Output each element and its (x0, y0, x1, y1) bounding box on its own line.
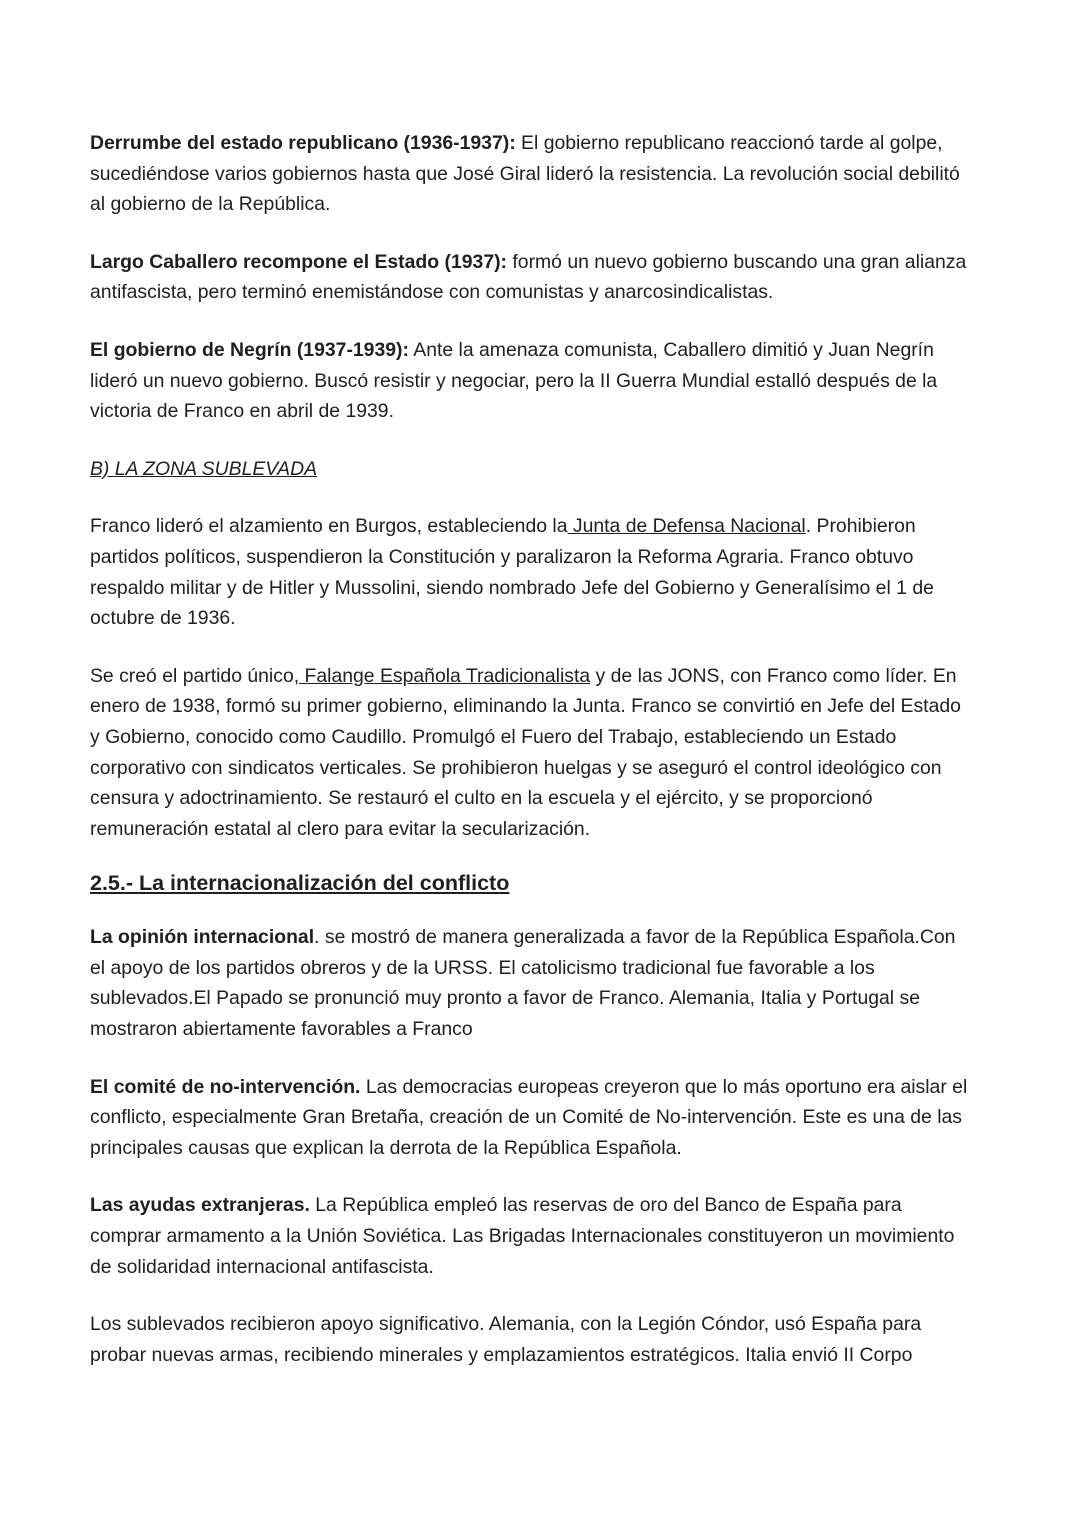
falange-link: Falange Española Tradicionalista (299, 664, 591, 687)
zona-p2-a: Se creó el partido único, (90, 664, 300, 687)
comite-title: El comité de no-intervención. (90, 1075, 361, 1098)
sublevados-text: Los sublevados recibieron apoyo significativo. Alemania, con la Legión Cóndor, usó España para probar nuevas armas, recibiendo minerales y emplazamientos estratégicos. Italia envió II Corpo (90, 1313, 922, 1366)
paragraph-comite (90, 1072, 970, 1164)
negrin-title: El gobierno de Negrín (1937-1939): (90, 338, 409, 361)
paragraph-sublevados (90, 1309, 970, 1370)
paragraph-negrin (90, 335, 970, 427)
zona-p2-b: y de las JONS, con Franco como líder. En enero de 1938, formó su primer gobierno, eliminando la Junta. Franco se convirtió en Jefe del Estado y Gobierno, conocido como Caudillo. Promulgó el Fuero del Trabajo, estableciendo un Estado corporativo con sindicatos verticales. Se prohibieron huelgas y se aseguró el control ideológico con censura y adoctrinamiento. Se restauró el culto en la escuela y el ejército, y se proporcionó remuneración estatal al clero para evitar la secularización. (90, 664, 961, 840)
ayudas-text: La República empleó las reservas de oro del Banco de España para comprar armamento a la Unión Soviética. Las Brigadas Internacionales constituyeron un movimiento de solidaridad internacional antifascista. (90, 1194, 955, 1278)
negrin-text: Ante la amenaza comunista, Caballero dimitió y Juan Negrín lideró un nuevo gobierno. Buscó resistir y negociar, pero la II Guerra Mundial estalló después de la victoria de Franco en abril de 1939. (90, 338, 938, 423)
paragraph-largo-caballero (90, 247, 970, 308)
zona-p1-b: . Prohibieron partidos políticos, suspendieron la Constitución y paralizaron la Reforma Agraria. Franco obtuvo respaldo militar y de Hitler y Mussolini, siendo nombrado Jefe del Gobierno y Generalísimo el 1 de octubre de 1936. (90, 515, 934, 630)
largo-title: Largo Caballero recompone el Estado (1937): (90, 250, 508, 273)
paragraph-franco-burgos (90, 511, 970, 633)
paragraph-ayudas (90, 1190, 970, 1282)
zona-heading-text: B) LA ZONA SUBLEVADA (90, 457, 318, 480)
paragraph-derrumbe (90, 128, 970, 220)
paragraph-partido-unico (90, 661, 970, 845)
zona-sublevada-heading (90, 454, 970, 485)
comite-text: Las democracias europeas creyeron que lo más oportuno era aislar el conflicto, especialmente Gran Bretaña, creación de un Comité de No-intervención. Este es una de las principales causas que explican la derrota de la República Española. (90, 1075, 968, 1159)
opinion-title: La opinión internacional (90, 926, 315, 949)
section-heading-internacionalizacion: 2.5.- La internacionalización del conflicto (90, 871, 510, 896)
paragraph-opinion-internacional (90, 922, 970, 1044)
derrumbe-text: El gobierno republicano reaccionó tarde al golpe, sucediéndose varios gobiernos hasta que José Giral lideró la resistencia. La revolución social debilitó al gobierno de la República. (90, 132, 960, 216)
document-page (90, 128, 970, 1370)
largo-text: formó un nuevo gobierno buscando una gran alianza antifascista, pero terminó enemistándose con comunistas y anarcosindicalistas. (90, 250, 967, 304)
derrumbe-title: Derrumbe del estado republicano (1936-1937): (90, 132, 516, 154)
ayudas-title: Las ayudas extranjeras. (90, 1194, 310, 1217)
junta-defensa-link: Junta de Defensa Nacional (567, 515, 806, 538)
opinion-text: . se mostró de manera generalizada a favor de la República Española.Con el apoyo de los partidos obreros y de la URSS. El catolicismo tradicional fue favorable a los sublevados.El Papado se pronunció muy pronto a favor de Franco. Alemania, Italia y Portugal se mostraron abiertamente favorables a Franco (90, 926, 956, 1041)
zona-p1-a: Franco lideró el alzamiento en Burgos, estableciendo la (90, 515, 568, 538)
